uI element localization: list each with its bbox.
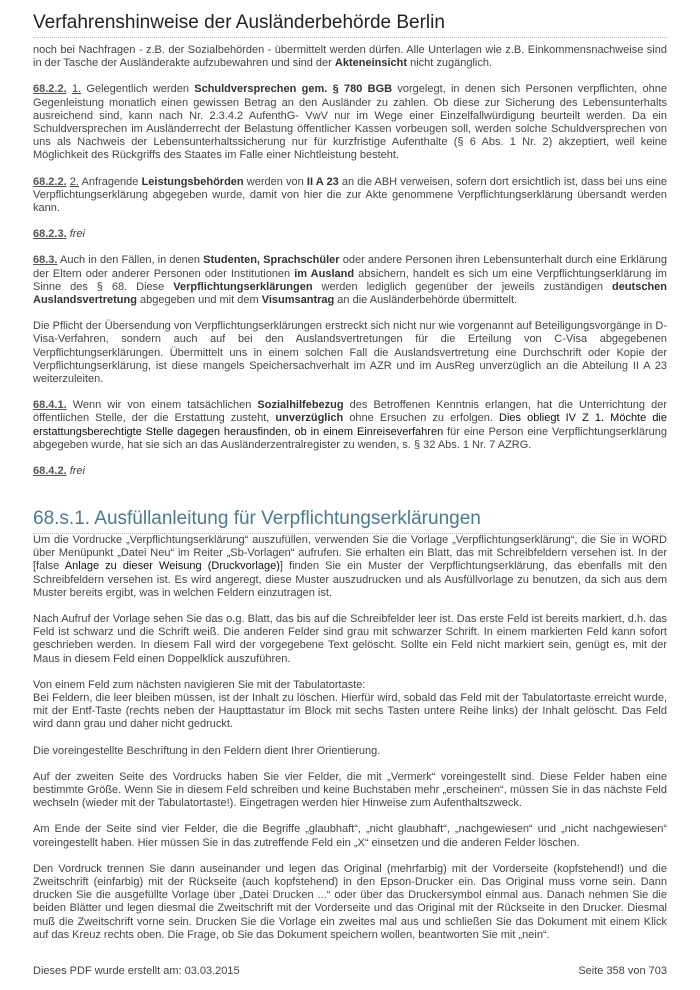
paragraph-68-4-1: 68.4.1. Wenn wir von einem tatsächlichen Sozialhilfebezug des Betroffenen Kenntnis erlangen, hat die Unterrichtung der öffentlichen Stelle, der die Erstattung zusteht, unverzüglich ohne Ersuchen zu erfolgen. Dies obliegt IV Z 1. Möchte die erstattungsberechtigte Stelle dagegen herausfinden, ob in einem Einreiseverfahren für eine Person eine Verpflichtungserklärung abgegeben wurde, hat sie sich an das Ausländerzentralregister zu wenden, s. § 32 Abs. 1 Nr. 7 AZRG. (33, 399, 667, 451)
anleitung-paragraph-2: Nach Aufruf der Vorlage sehen Sie das o.g. Blatt, das bis auf die Schreibfelder leer ist. Das erste Feld ist bereits markiert, d.h. das Feld ist schwarz und die Schrift weiß. Die anderen Felder sind grau mit schwarzer Schrift. In einem markierten Feld kann sofort geschrieben werden. In diesem Fall wird der vorgegebene Text gelöscht. Sollte ein Feld nicht markiert sein, genügt es, mit der Maus in diesem Feld einen Doppelklick auszuführen. (33, 613, 667, 665)
anleitung-paragraph-4: Die voreingestellte Beschriftung in den Feldern dient Ihrer Orientierung. (33, 744, 381, 757)
page-header-title: Verfahrenshinweise der Ausländerbehörde Berlin (33, 12, 445, 33)
body-lower (33, 534, 667, 942)
section-ref-68-2-2: 68.2.2. (33, 83, 67, 96)
paragraph-68-3: 68.3. Auch in den Fällen, in denen Studenten, Sprachschüler oder andere Personen ihren Lebensunterhalt durch eine Erklärung der Eltern oder anderer Personen oder Institutionen im Ausland absichern, handelt es sich um eine Verpflichtungserklärung im Sinne des § 68. Diese Verpflichtungserklärungen werden lediglich gegenüber der jeweils zuständigen deutschen Auslandsvertretung abgegeben und mit dem Visumsantrag an die Ausländerbehörde übermittelt. (33, 254, 667, 307)
section-ref-68-4-2: 68.4.2. (33, 465, 67, 478)
anleitung-paragraph-5: Auf der zweiten Seite des Vordrucks haben Sie vier Felder, die mit „Vermerk“ voreingestellt sind. Diese Felder haben eine bestimmte Größe. Wenn Sie in diesem Feld schreiben und keine Buchstaben mehr „erscheinen“, müssen Sie in das nächste Feld wechseln (wieder mit der Tabulatortaste!). Eingetragen werden hier Hinweise zum Aufenthaltszweck. (33, 770, 667, 810)
paragraph-68-2-2-1: 68.2.2. 1. Gelegentlich werden Schuldversprechen gem. § 780 BGB vorgelegt, in denen sich Personen verpflichten, ohne Gegenleistung monatlich einen gewissen Betrag an den Ausländer zu zahlen. Ob diese zur Sicherung des Lebensunterhalts ausreichend sind, kann nach Nr. 2.3.4.2 AufenthG- VwV nur im Wege einer Einzelfallwürdigung beurteilt werden. Da ein Schuldversprechen im Ausländerrecht der Belastung öffentlicher Kassen vorbeugen soll, werden solche Schuldversprechen von uns als Nachweis der Lebensunterhaltssicherung nur für kurzfristige Aufenthalte (§ 6 Abs. 1 Nr. 2) akzeptiert, weil keine Möglichkeit des Rückgriffs des Staates im Falle einer Nichtleistung besteht. (33, 83, 667, 162)
paragraph-68-2-3: 68.2.3. frei (33, 228, 85, 241)
header-divider (33, 37, 667, 38)
anlage-link[interactable]: Anlage zu dieser Weisung (Druckvorlage) (64, 560, 280, 573)
section-heading: 68.s.1. Ausfüllanleitung für Verpflichtungserklärungen (33, 508, 481, 529)
paragraph-68-3-pflicht: Die Pflicht der Übersendung von Verpflichtungserklärungen erstreckt sich nicht nur wie vorgenannt auf Beteiligungsvorgänge in D-Visa-Verfahren, sondern auch auf bei den Auslandsvertretungen für die Erteilung von C-Visa abgegebenen Verpflichtungserklärungen. Übermittelt uns in einem solchen Fall die Auslandsvertretung eine Durchschrift oder Kopie der Verpflichtungserklärung, ist diese mangels Speichersachverhalt im AZR und im AusReg unverzüglich an die Abteilung II A 23 weiterzuleiten. (33, 320, 667, 386)
anleitung-paragraph-3: Von einem Feld zum nächsten navigieren Sie mit der Tabulatortaste: Bei Feldern, die leer bleiben müssen, ist der Inhalt zu löschen. Hierfür wird, sobald das Feld mit der Tabulatortaste erreicht wurde, mit der Entf-Taste (rechts neben der Haupttastatur im Block mit sechs Tasten untere Reihe links) der Inhalt gelöscht. Das Feld wird dann grau und daher nicht gedruckt. (33, 678, 667, 731)
anleitung-paragraph-6: Am Ende der Seite sind vier Felder, die die Begriffe „glaubhaft“, „nicht glaubhaft“, „nachgewiesen“ und „nicht nachgewiesen“ voreingestellt haben. Hier müssen Sie in das zutreffende Feld ein „X“ einsetzen und die anderen Felder löschen. (33, 823, 667, 849)
footer-page-number: Seite 358 von 703 (578, 965, 667, 977)
paragraph-68-4-2: 68.4.2. frei (33, 465, 85, 478)
intro-paragraph: noch bei Nachfragen - z.B. der Sozialbehörden - übermittelt werden dürfen. Alle Unterlagen wie z.B. Einkommensnachweise sind in der Tasche der Ausländerakte aufzubewahren und sind der Akteneinsicht nicht zugänglich. (33, 44, 667, 70)
anleitung-paragraph-7: Den Vordruck trennen Sie dann auseinander und legen das Original (mehrfarbig) mit der Vorderseite (kopfstehend!) und die Zweitschrift (einfarbig) mit der Rückseite (auch kopfstehend) in den Epson-Drucker ein. Das Original muss vorne sein. Dann drucken Sie die ausgefüllte Vorlage über „Datei Drucken ...“ oder über das Druckersymbol einmal aus. Danach nehmen Sie die beiden Blätter und legen diesmal die Zweitschrift mit der Vorderseite und das Original mit der Rückseite in den Drucker. Diesmal muß die Zweitschrift vorne sein. Drucken Sie die Vorlage ein zweites mal aus und schließen Sie das Dokument mit einem Klick auf das Kreuz rechts oben. Die Frage, ob Sie das Dokument speichern wollen, beantworten Sie mit „nein“. (33, 862, 667, 941)
section-ref-68-2-2: 68.2.2. (33, 175, 67, 188)
section-ref-68-3: 68.3. (33, 254, 58, 267)
paragraph-68-2-2-2: 68.2.2. 2. Anfragende Leistungsbehörden werden von II A 23 an die ABH verweisen, sofern dort ersichtlich ist, dass bei uns eine Verpflichtungserklärung abgegeben wurde, damit von hier die zur Akte genommene Verpflichtungserklärung übersandt werden kann. (33, 175, 668, 215)
footer-created-date: Dieses PDF wurde erstellt am: 03.03.2015 (33, 965, 240, 977)
section-ref-68-4-1: 68.4.1. (33, 399, 67, 412)
anleitung-paragraph-1: Um die Vordrucke „Verpflichtungserklärung“ auszufüllen, verwenden Sie die Vorlage „Verpflichtungserklärung“, die Sie in WORD über Menüpunkt „Datei Neu“ im Reiter „Sb-Vorlagen“ aufrufen. Sie erhalten ein Blatt, das mit Schreibfeldern versehen ist. In der [false Anlage zu dieser Weisung (Druckvorlage)] finden Sie ein Muster der Verpflichtungserklärung, das ebenfalls mit den Schreibfeldern versehen ist. Es wird angeregt, diese Muster auszudrucken und als Ausfüllvorlage zu benutzen, da sich aus dem Muster bereits ergibt, was in welchen Feldern einzutragen ist. (33, 534, 667, 599)
body-upper (33, 44, 667, 478)
section-ref-68-2-3: 68.2.3. (33, 228, 67, 241)
